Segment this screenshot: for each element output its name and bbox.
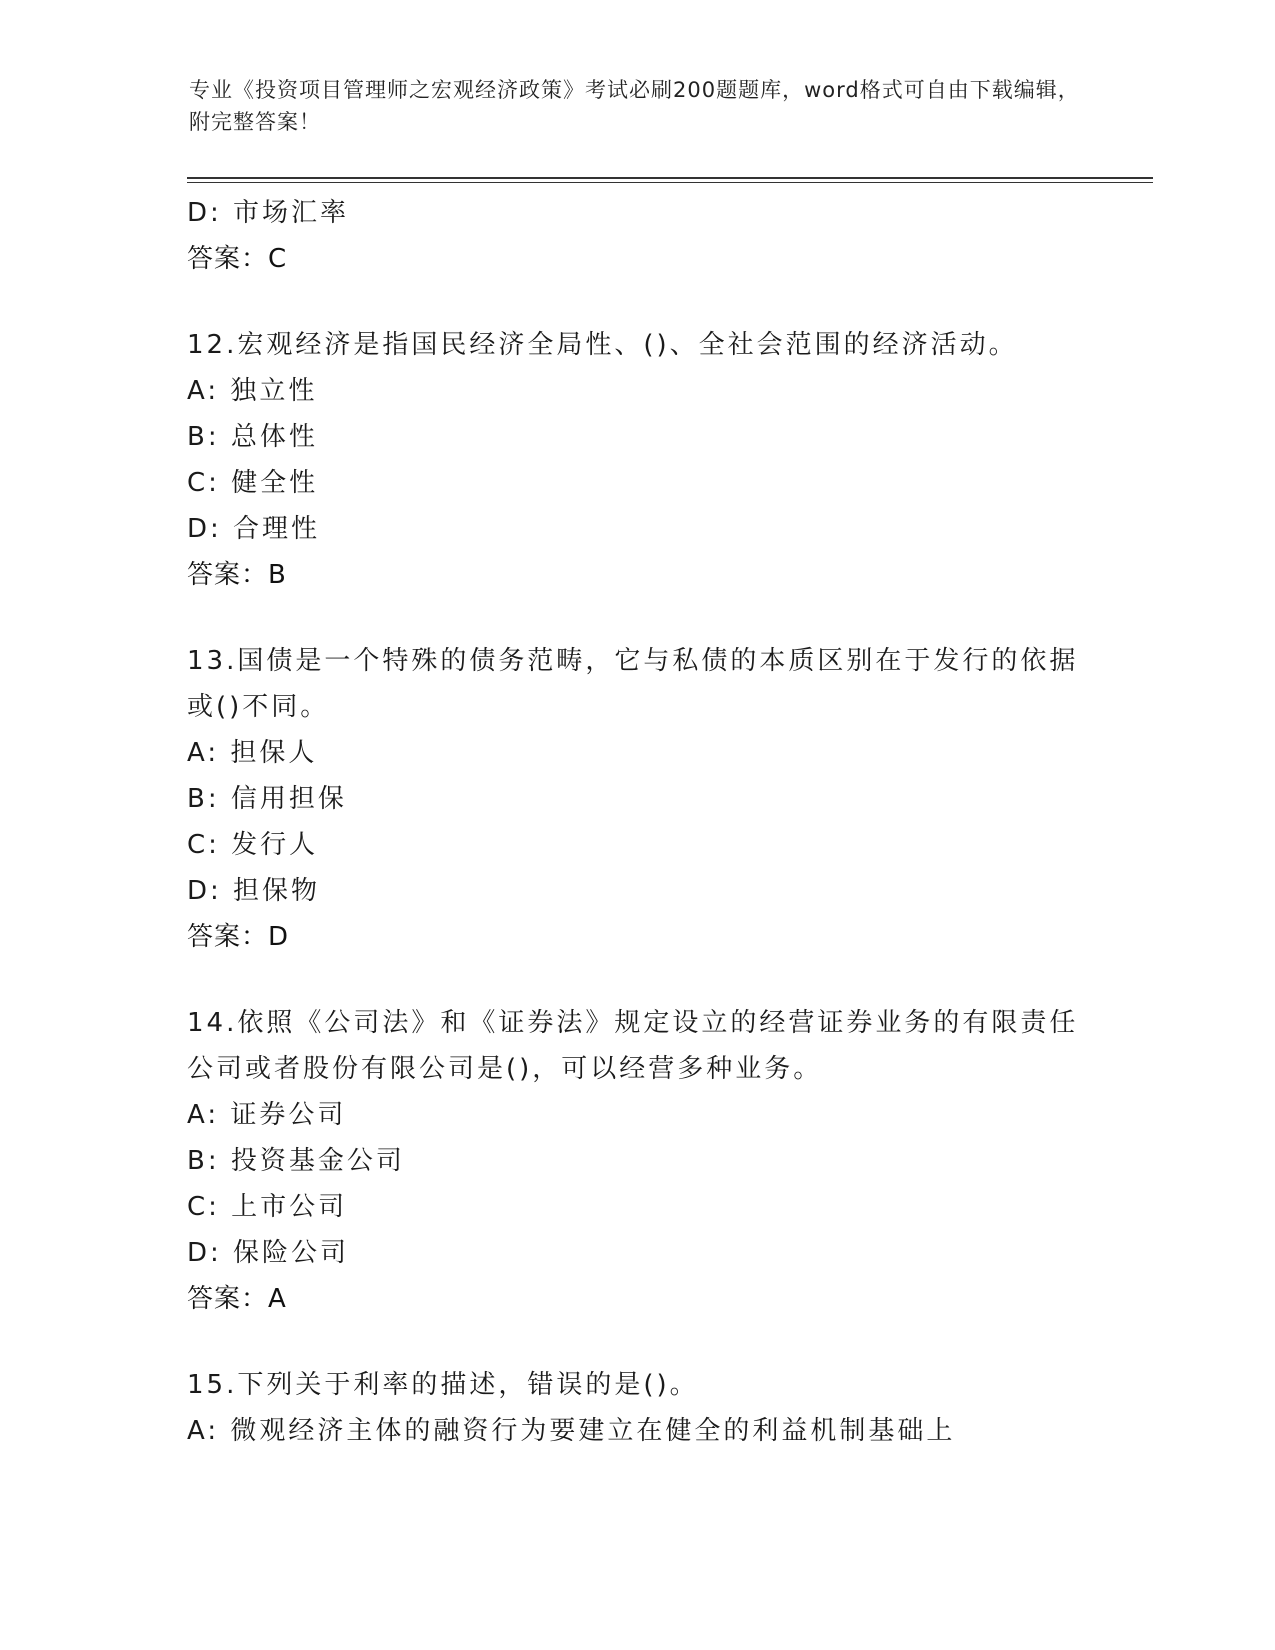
option-d: D: 市场汇率 — [187, 198, 350, 228]
question-stem: 13.国债是一个特殊的债务范畴，它与私债的本质区别在于发行的依据或()不同。 — [187, 646, 1079, 722]
option-c: C: 发行人 — [187, 830, 319, 860]
question-stem: 15.下列关于利率的描述，错误的是()。 — [187, 1370, 699, 1400]
answer-line: 答案：C — [187, 244, 288, 274]
question-stem: 14.依照《公司法》和《证券法》规定设立的经营证券业务的有限责任公司或者股份有限公司是()，可以经营多种业务。 — [187, 1008, 1079, 1084]
question-stem: 12.宏观经济是指国民经济全局性、()、全社会范围的经济活动。 — [187, 330, 1018, 360]
option-a: A: 独立性 — [187, 376, 318, 406]
option-a: A: 证券公司 — [187, 1100, 347, 1130]
answer-line: 答案：D — [187, 922, 290, 952]
question-list — [187, 190, 1087, 1454]
option-d: D: 担保物 — [187, 876, 321, 906]
document-header: 专业《投资项目管理师之宏观经济政策》考试必刷200题题库，word格式可自由下载编辑，附完整答案！ — [189, 78, 1080, 134]
answer-line: 答案：A — [187, 1284, 287, 1314]
option-a: A: 微观经济主体的融资行为要建立在健全的利益机制基础上 — [187, 1416, 956, 1446]
answer-line: 答案：B — [187, 560, 287, 590]
option-b: B: 投资基金公司 — [187, 1146, 405, 1176]
header-rule-thin — [187, 182, 1153, 183]
option-c: C: 上市公司 — [187, 1192, 348, 1222]
question-block — [187, 638, 1087, 960]
option-d: D: 合理性 — [187, 514, 321, 544]
option-b: B: 信用担保 — [187, 784, 347, 814]
question-block — [187, 322, 1087, 598]
question-block — [187, 1362, 1087, 1454]
option-d: D: 保险公司 — [187, 1238, 350, 1268]
option-c: C: 健全性 — [187, 468, 319, 498]
question-block — [187, 1000, 1087, 1322]
option-b: B: 总体性 — [187, 422, 318, 452]
header-rule-thick — [187, 177, 1153, 179]
option-a: A: 担保人 — [187, 738, 318, 768]
